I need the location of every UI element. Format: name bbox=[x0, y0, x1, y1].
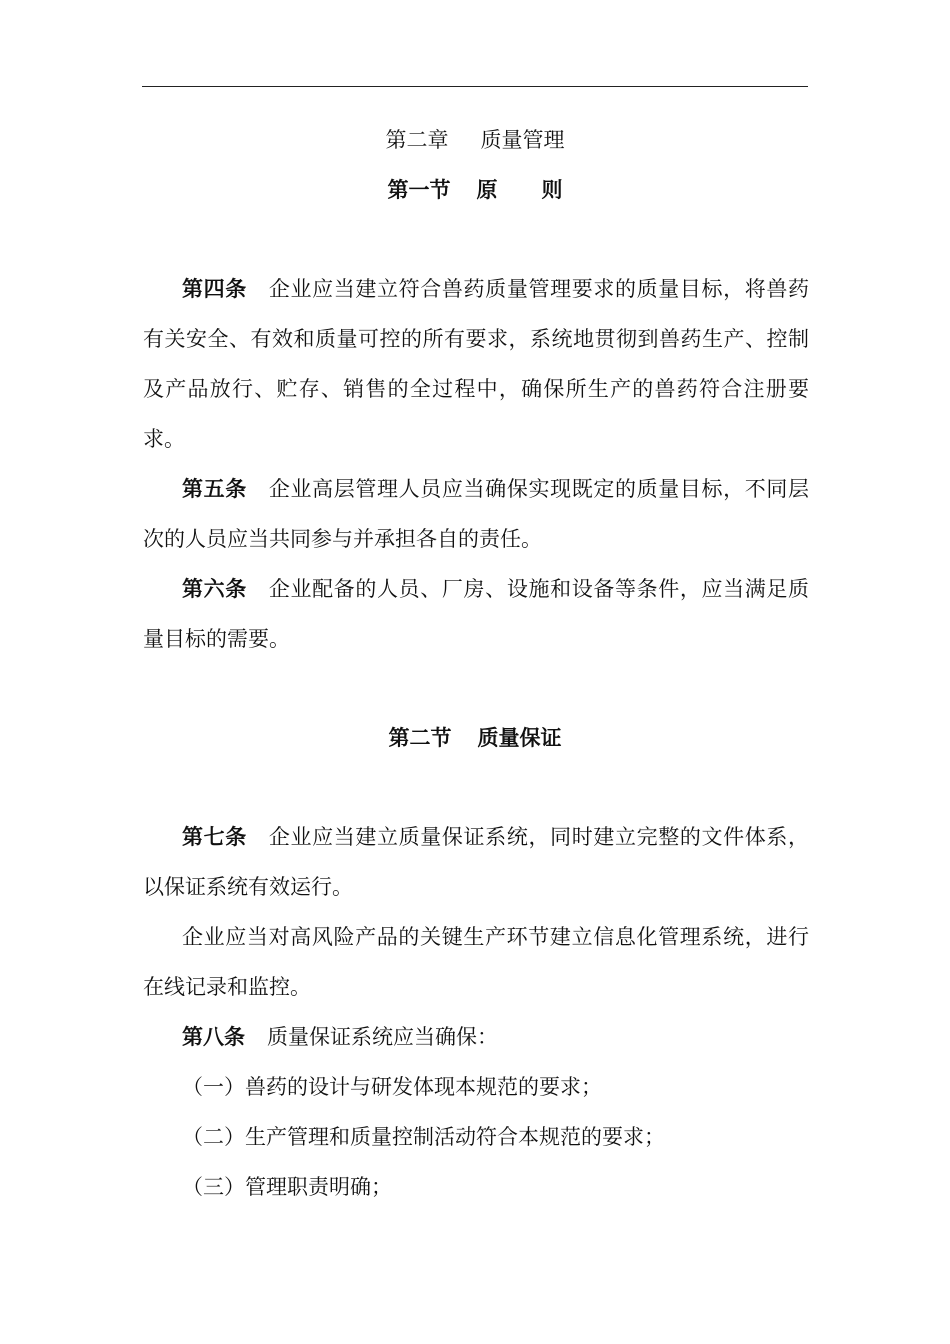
section-1-name-part2: 则 bbox=[541, 177, 563, 202]
article-7 bbox=[143, 812, 809, 912]
section-2-number: 第二节 bbox=[388, 725, 452, 750]
article-8-item-2: （二）生产管理和质量控制活动符合本规范的要求； bbox=[182, 1125, 665, 1149]
header-rule bbox=[142, 86, 808, 87]
article-7-text: 企业应当建立质量保证系统，同时建立完整的文件体系，以保证系统有效运行。 bbox=[143, 825, 809, 899]
article-5-text: 企业高层管理人员应当确保实现既定的质量目标，不同层次的人员应当共同参与并承担各自的责任。 bbox=[143, 477, 809, 551]
section-1-number: 第一节 bbox=[387, 177, 451, 202]
section-1-title bbox=[0, 174, 950, 204]
article-6-label: 第六条 bbox=[182, 576, 247, 601]
chapter-name: 质量管理 bbox=[480, 128, 565, 152]
article-7-label: 第七条 bbox=[182, 824, 247, 849]
article-6-text: 企业配备的人员、厂房、设施和设备等条件，应当满足质量目标的需要。 bbox=[143, 577, 809, 651]
section-2-name: 质量保证 bbox=[477, 725, 562, 750]
article-4-text: 企业应当建立符合兽药质量管理要求的质量目标，将兽药有关安全、有效和质量可控的所有要求，系统地贯彻到兽药生产、控制及产品放行、贮存、销售的全过程中，确保所生产的兽药符合注册要求。 bbox=[143, 277, 809, 451]
article-8-label: 第八条 bbox=[182, 1024, 245, 1049]
article-8-text: 质量保证系统应当确保： bbox=[267, 1025, 498, 1049]
article-7-paragraph-2: 企业应当对高风险产品的关键生产环节建立信息化管理系统，进行在线记录和监控。 bbox=[143, 925, 809, 999]
article-8 bbox=[143, 1012, 809, 1062]
section-1-name-part1: 原 bbox=[476, 177, 498, 202]
article-8-item-3: （三）管理职责明确； bbox=[182, 1175, 392, 1199]
section-2-title bbox=[0, 722, 950, 752]
article-5 bbox=[143, 464, 809, 564]
chapter-title bbox=[0, 124, 950, 154]
article-5-label: 第五条 bbox=[182, 476, 247, 501]
chapter-number: 第二章 bbox=[385, 128, 449, 152]
article-6 bbox=[143, 564, 809, 664]
article-4 bbox=[143, 264, 809, 464]
article-8-item-1: （一）兽药的设计与研发体现本规范的要求； bbox=[182, 1075, 602, 1099]
article-4-label: 第四条 bbox=[182, 276, 247, 301]
